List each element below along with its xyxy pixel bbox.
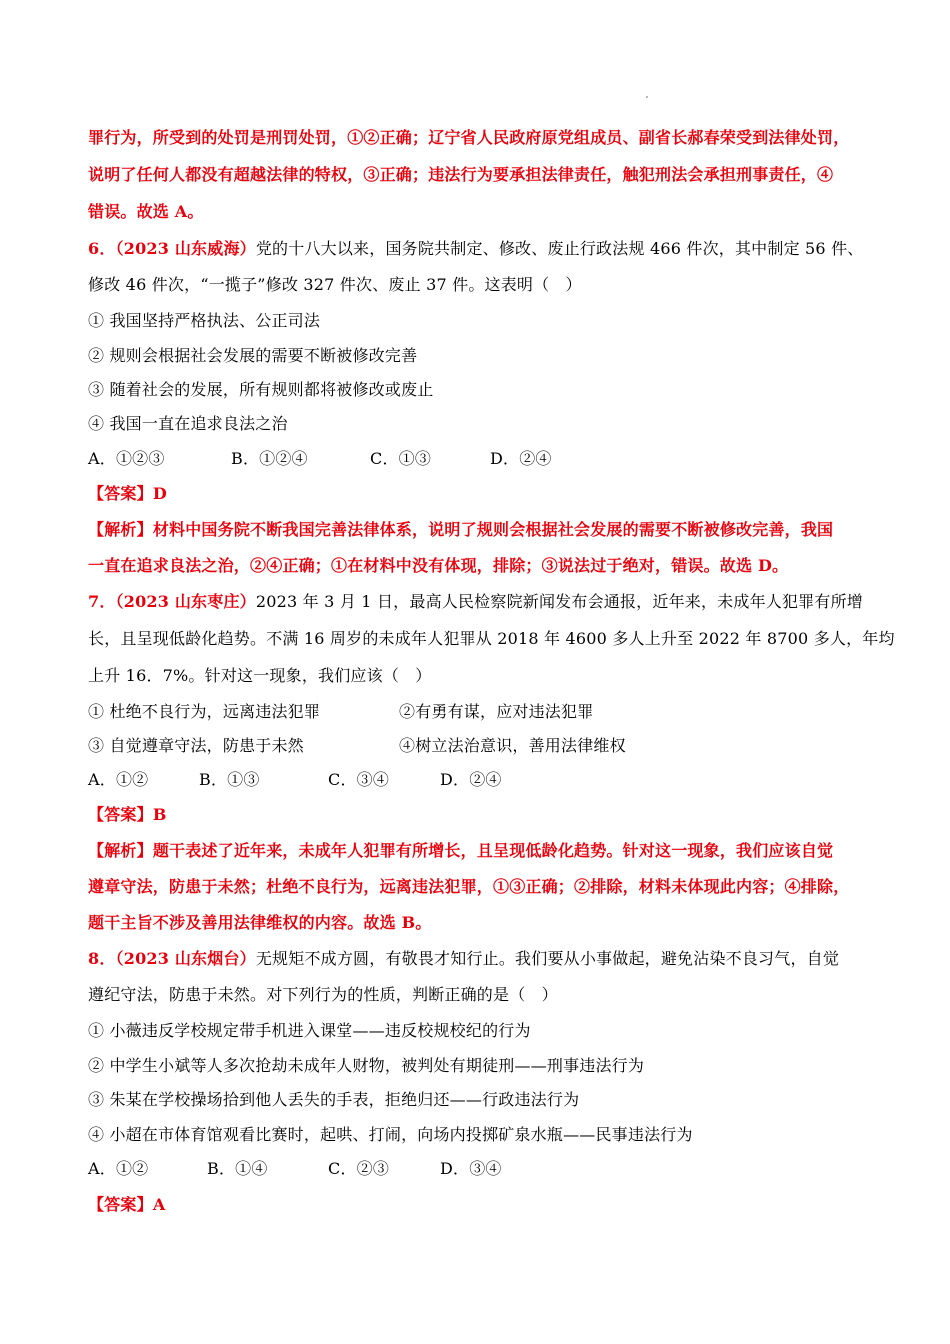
q6-choice-b: B．①②④	[231, 449, 308, 468]
q7-source: （2023 山东枣庄）	[115, 592, 256, 611]
q6-choices	[88, 449, 788, 469]
q8-choice-c: C．②③	[328, 1159, 390, 1178]
q6-choice-c: C．①③	[370, 449, 432, 468]
analysis-label: 【解析】	[88, 841, 153, 860]
answer-value: A	[152, 1195, 166, 1214]
q7-choice-c: C．③④	[328, 770, 390, 789]
q7-choice-b: B．①③	[199, 770, 260, 789]
q7-analysis-line	[88, 841, 833, 861]
q7-items-row	[88, 736, 788, 756]
q6-number: 6．	[88, 239, 116, 258]
q6-analysis-line: 一直在追求良法之治，②④正确；①在材料中没有体现，排除；③说法过于绝对，错误。故选 D。	[88, 556, 789, 575]
q7-choice-d: D．②④	[440, 770, 502, 789]
q8-item: ② 中学生小斌等人多次抢劫未成年人财物，被判处有期徒刑——刑事违法行为	[88, 1056, 645, 1075]
prev-analysis-line: 错误。故选 A。	[88, 202, 204, 221]
q8-stem-text: 无规矩不成方圆，有敬畏才知行止。我们要从小事做起，避免沾染不良习气，自觉	[255, 949, 840, 968]
q6-analysis-line	[88, 520, 833, 540]
q8-stem-line	[88, 949, 839, 969]
analysis-label: 【解析】	[88, 520, 153, 539]
q7-answer	[88, 805, 167, 825]
q7-item: ②有勇有谋，应对违法犯罪	[399, 702, 594, 721]
answer-label: 【答案】	[88, 805, 153, 824]
analysis-text: 题干表述了近年来，未成年人犯罪有所增长，且呈现低龄化趋势。针对这一现象，我们应该自觉	[152, 841, 834, 860]
prev-analysis-line: 说明了任何人都没有超越法律的特权，③正确；违法行为要承担法律责任，触犯刑法会承担刑事责任，④	[88, 165, 834, 184]
page-mark	[646, 96, 648, 98]
q7-items-row	[88, 702, 788, 722]
q8-choice-d: D．③④	[440, 1159, 502, 1178]
q8-stem-line: 遵纪守法，防患于未然。对下列行为的性质，判断正确的是（ ）	[88, 985, 558, 1004]
answer-label: 【答案】	[88, 484, 153, 503]
answer-value: B	[152, 805, 167, 824]
q7-analysis-line: 题干主旨不涉及善用法律维权的内容。故选 B。	[88, 913, 432, 932]
q6-stem-text: 党的十八大以来，国务院共制定、修改、废止行政法规 466 件次，其中制定 56 件、	[255, 239, 864, 258]
q7-item: ③ 自觉遵章守法，防患于未然	[88, 736, 304, 755]
q7-stem-line	[88, 592, 863, 612]
q6-item: ④ 我国一直在追求良法之治	[88, 414, 288, 433]
q6-item: ① 我国坚持严格执法、公正司法	[88, 311, 321, 330]
q6-answer	[88, 484, 167, 504]
answer-label: 【答案】	[88, 1195, 153, 1214]
q6-stem-line	[88, 239, 864, 259]
q7-analysis-line: 遵章守法，防患于未然；杜绝不良行为，远离违法犯罪，①③正确；②排除，材料未体现此内容；④排除，	[88, 877, 850, 896]
q7-stem-line: 上升 16．7%。针对这一现象，我们应该（ ）	[88, 666, 432, 685]
q8-item: ④ 小超在市体育馆观看比赛时，起哄、打闹，向场内投掷矿泉水瓶——民事违法行为	[88, 1125, 693, 1144]
prev-analysis-line: 罪行为，所受到的处罚是刑罚处罚，①②正确；辽宁省人民政府原党组成员、副省长郝春荣受到法律处罚，	[88, 128, 850, 147]
q7-choice-a: A．①②	[88, 770, 149, 789]
q6-stem-line: 修改 46 件次，“一揽子”修改 327 件次、废止 37 件。这表明（ ）	[88, 275, 582, 294]
q6-source: （2023 山东威海）	[115, 239, 256, 258]
q7-stem-line: 长，且呈现低龄化趋势。不满 16 周岁的未成年人犯罪从 2018 年 4600 多人上升至 2022 年 8700 多人，年均	[88, 629, 895, 648]
q8-choice-b: B．①④	[207, 1159, 268, 1178]
q6-item: ② 规则会根据社会发展的需要不断被修改完善	[88, 346, 418, 365]
q8-choices	[88, 1159, 788, 1179]
analysis-text: 材料中国务院不断我国完善法律体系，说明了规则会根据社会发展的需要不断被修改完善，我国	[152, 520, 834, 539]
q6-choice-d: D．②④	[490, 449, 552, 468]
q7-item: ① 杜绝不良行为，远离违法犯罪	[88, 702, 321, 721]
q7-number: 7．	[88, 592, 116, 611]
answer-value: D	[152, 484, 167, 503]
q8-item: ③ 朱某在学校操场拾到他人丢失的手表，拒绝归还——行政违法行为	[88, 1090, 580, 1109]
q7-choices	[88, 770, 788, 790]
q7-stem-text: 2023 年 3 月 1 日，最高人民检察院新闻发布会通报，近年来，未成年人犯罪有所增	[255, 592, 863, 611]
q8-item: ① 小薇违反学校规定带手机进入课堂——违反校规校纪的行为	[88, 1021, 531, 1040]
q6-item: ③ 随着社会的发展，所有规则都将被修改或废止	[88, 380, 434, 399]
q7-item: ④树立法治意识，善用法律维权	[399, 736, 626, 755]
q8-choice-a: A．①②	[88, 1159, 149, 1178]
q6-choice-a: A．①②③	[88, 449, 165, 468]
q8-number: 8．	[88, 949, 116, 968]
q8-source: （2023 山东烟台）	[115, 949, 256, 968]
q8-answer	[88, 1195, 165, 1215]
